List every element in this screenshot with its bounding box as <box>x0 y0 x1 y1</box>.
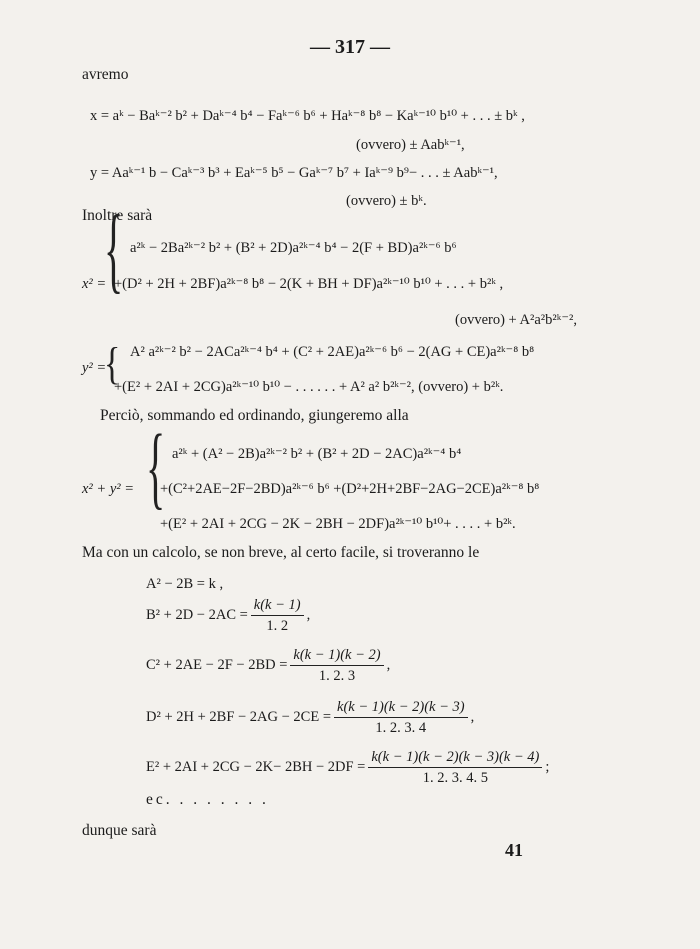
relation-4 <box>146 698 474 737</box>
y-squared-label: y² = <box>82 360 107 376</box>
page-number: — 317 — <box>310 36 390 58</box>
relation-5-lhs: E² + 2AI + 2CG − 2K− 2BH − 2DF = <box>146 758 366 775</box>
sum-line-2: +(C²+2AE−2F−2BD)a²ᵏ⁻⁶ b⁶ +(D²+2H+2BF−2AG−2CE)a²ᵏ⁻⁸ b⁸ <box>160 481 540 497</box>
equation-x-alternative: (ovvero) ± Aabᵏ⁻¹, <box>356 137 465 153</box>
fraction-denominator: 1. 2. 3. 4. 5 <box>422 770 488 786</box>
relation-3-punctuation: , <box>386 656 391 673</box>
left-brace-icon: { <box>104 194 124 303</box>
signature-number: 41 <box>505 840 523 860</box>
fraction-numerator: k(k − 1)(k − 2)(k − 3) <box>334 698 468 718</box>
sum-label: x² + y² = <box>82 481 135 497</box>
fraction <box>334 698 468 737</box>
fraction <box>368 748 542 787</box>
relation-1: A² − 2B = k , <box>146 576 224 592</box>
left-brace-icon: { <box>104 339 121 390</box>
y-squared-line-2: +(E² + 2AI + 2CG)a²ᵏ⁻¹⁰ b¹⁰ − . . . . . . + A² a² b²ᵏ⁻², (ovvero) + b²ᵏ. <box>114 379 504 395</box>
text-percio: Perciò, sommando ed ordinando, giungeremo alla <box>100 407 409 424</box>
fraction <box>290 646 383 685</box>
relation-2-lhs: B² + 2D − 2AC = <box>146 606 248 623</box>
text-avremo: avremo <box>82 66 129 83</box>
fraction-numerator: k(k − 1)(k − 2) <box>290 646 383 666</box>
relation-3 <box>146 646 390 685</box>
relation-5-punctuation: ; <box>545 758 550 775</box>
relation-4-punctuation: , <box>470 708 475 725</box>
text-ec: ec. . . . . . . . <box>146 791 269 808</box>
fraction-denominator: 1. 2. 3 <box>318 668 356 684</box>
x-squared-line-1: a²ᵏ − 2Ba²ᵏ⁻² b² + (B² + 2D)a²ᵏ⁻⁴ b⁴ − 2(F + BD)a²ᵏ⁻⁶ b⁶ <box>130 240 457 256</box>
relation-5 <box>146 748 549 787</box>
y-squared-line-1: A² a²ᵏ⁻² b² − 2ACa²ᵏ⁻⁴ b⁴ + (C² + 2AE)a²ᵏ⁻⁶ b⁶ − 2(AG + CE)a²ᵏ⁻⁸ b⁸ <box>130 344 535 360</box>
sum-line-3: +(E² + 2AI + 2CG − 2K − 2BH − 2DF)a²ᵏ⁻¹⁰ b¹⁰+ . . . . + b²ᵏ. <box>160 516 516 532</box>
relation-2-punctuation: , <box>306 606 311 623</box>
text-dunque-sara: dunque sarà <box>82 822 157 839</box>
equation-x: x = aᵏ − Baᵏ⁻² b² + Daᵏ⁻⁴ b⁴ − Faᵏ⁻⁶ b⁶ + Haᵏ⁻⁸ b⁸ − Kaᵏ⁻¹⁰ b¹⁰ + . . . ± bᵏ , <box>90 108 525 124</box>
relation-4-lhs: D² + 2H + 2BF − 2AG − 2CE = <box>146 708 332 725</box>
relation-2 <box>146 596 310 635</box>
fraction-numerator: k(k − 1) <box>251 596 304 616</box>
sum-line-1: a²ᵏ + (A² − 2B)a²ᵏ⁻² b² + (B² + 2D − 2AC)a²ᵏ⁻⁴ b⁴ <box>172 446 462 462</box>
text-ma-con-un-calcolo: Ma con un calcolo, se non breve, al certo facile, si troveranno le <box>82 544 480 561</box>
fraction-denominator: 1. 2 <box>266 618 289 634</box>
left-brace-icon: { <box>146 414 166 519</box>
text-inoltre-sara: Inoltre sarà <box>82 207 153 224</box>
equation-y-alternative: (ovvero) ± bᵏ. <box>346 193 427 209</box>
x-squared-label: x² = <box>82 276 107 292</box>
equation-y: y = Aaᵏ⁻¹ b − Caᵏ⁻³ b³ + Eaᵏ⁻⁵ b⁵ − Gaᵏ⁻⁷ b⁷ + Iaᵏ⁻⁹ b⁹− . . . ± Aabᵏ⁻¹, <box>90 165 498 181</box>
fraction-denominator: 1. 2. 3. 4 <box>375 720 427 736</box>
relation-3-lhs: C² + 2AE − 2F − 2BD = <box>146 656 288 673</box>
fraction-numerator: k(k − 1)(k − 2)(k − 3)(k − 4) <box>368 748 542 768</box>
fraction <box>251 596 304 635</box>
x-squared-line-2: +(D² + 2H + 2BF)a²ᵏ⁻⁸ b⁸ − 2(K + BH + DF)a²ᵏ⁻¹⁰ b¹⁰ + . . . + b²ᵏ , <box>114 276 504 292</box>
x-squared-line-3: (ovvero) + A²a²b²ᵏ⁻², <box>455 312 577 328</box>
